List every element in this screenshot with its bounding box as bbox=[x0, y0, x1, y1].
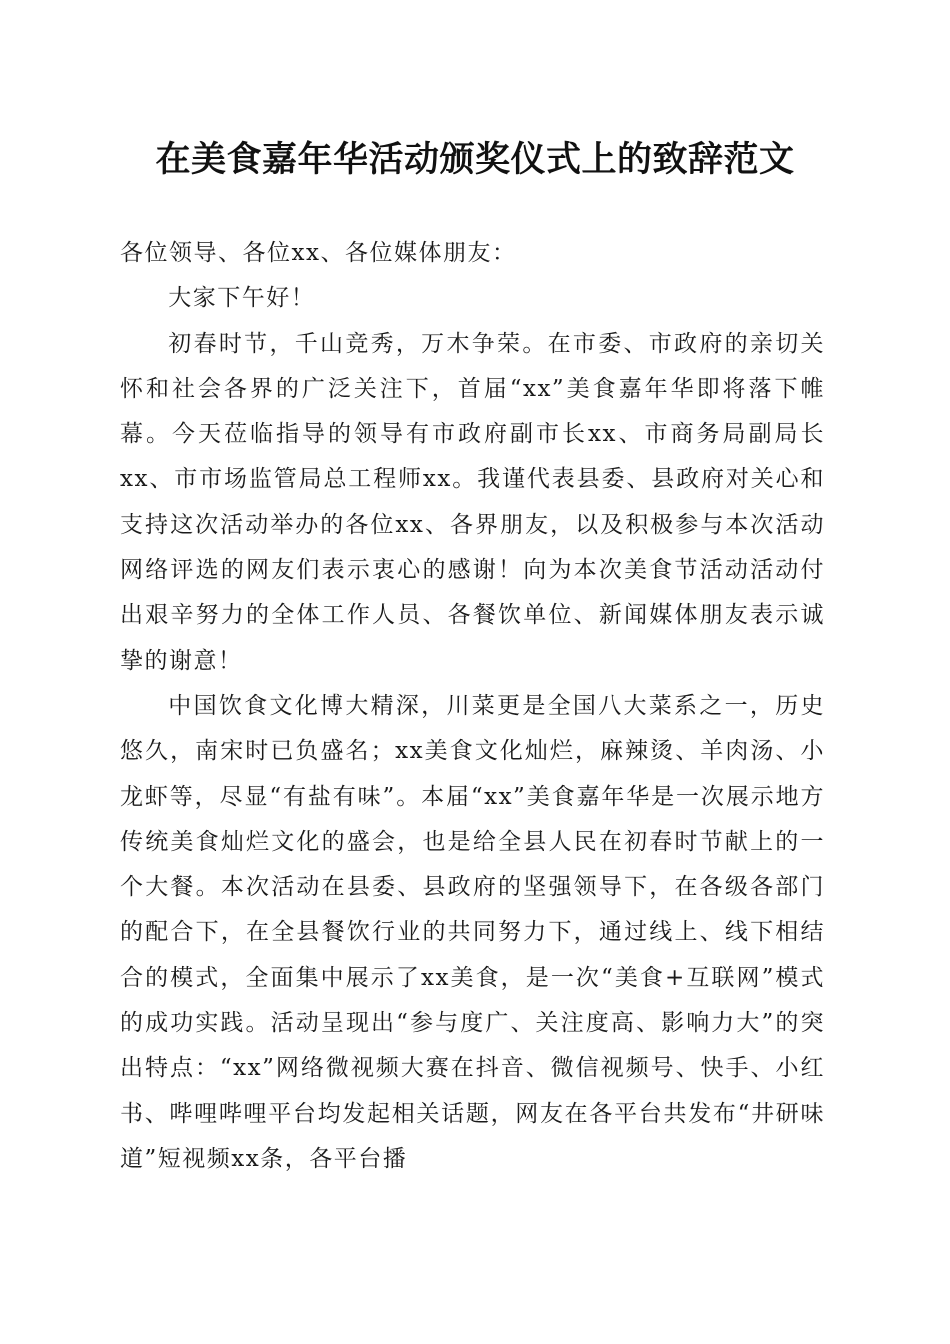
document-body bbox=[120, 231, 825, 1182]
salutation: 各位领导、各位xx、各位媒体朋友： bbox=[120, 240, 517, 266]
paragraph-2: 中国饮食文化博大精深，川菜更是全国八大菜系之一，历史悠久，南宋时已负盛名；xx美食文化灿烂，麻辣烫、羊肉汤、小龙虾等，尽显“有盐有味”。本届“xx”美食嘉年华是一次展示地方传统美食灿烂文化的盛会，也是给全县人民在初春时节献上的一个大餐。本次活动在县委、县政府的坚强领导下，在各级各部门的配合下，在全县餐饮行业的共同努力下，通过线上、线下相结合的模式，全面集中展示了xx美食，是一次“美食+互联网”模式的成功实践。活动呈现出“参与度广、关注度高、影响力大”的突出特点：“xx”网络微视频大赛在抖音、微信视频号、快手、小红书、哔哩哔哩平台均发起相关话题，网友在各平台共发布“井研味道”短视频xx条，各平台播 bbox=[120, 692, 825, 1172]
paragraph-1: 初春时节，千山竞秀，万木争荣。在市委、市政府的亲切关怀和社会各界的广泛关注下，首届“xx”美食嘉年华即将落下帷幕。今天莅临指导的领导有市政府副市长xx、市商务局副局长xx、市市场监管局总工程师xx。我谨代表县委、县政府对关心和支持这次活动举办的各位xx、各界朋友，以及积极参与本次活动网络评选的网友们表示衷心的感谢！向为本次美食节活动活动付出艰辛努力的全体工作人员、各餐饮单位、新闻媒体朋友表示诚挚的谢意！ bbox=[120, 330, 825, 674]
document-title: 在美食嘉年华活动颁奖仪式上的致辞范文 bbox=[155, 139, 795, 180]
greeting: 大家下午好！ bbox=[168, 285, 316, 312]
